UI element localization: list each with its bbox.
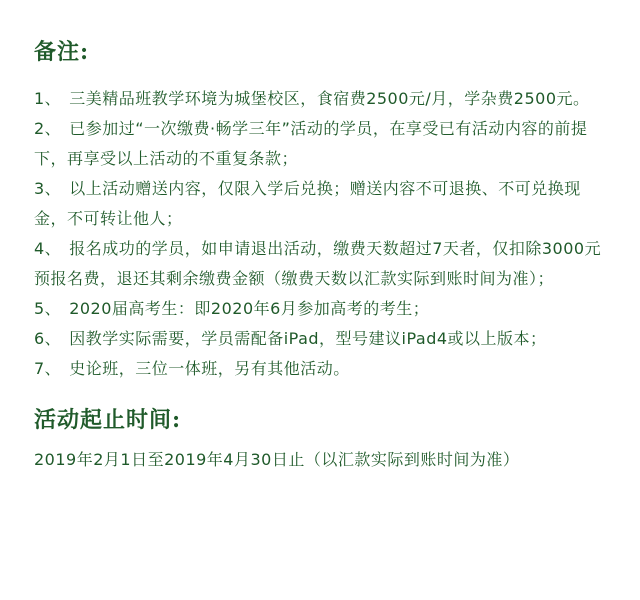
note-item-1 xyxy=(34,84,606,114)
note-number: 5、 xyxy=(34,299,62,318)
note-number: 2、 xyxy=(34,119,62,138)
note-text: 三美精品班教学环境为城堡校区，食宿费2500元/月，学杂费2500元。 xyxy=(69,89,590,108)
note-text: 报名成功的学员，如申请退出活动，缴费天数超过7天者，仅扣除3000元预报名费，退还其剩余缴费金额（缴费天数以汇款实际到账时间为准）； xyxy=(34,239,602,288)
note-text: 2020届高考生：即2020年6月参加高考的考生； xyxy=(69,299,430,318)
note-text: 以上活动赠送内容，仅限入学后兑换；赠送内容不可退换、不可兑换现金，不可转让他人； xyxy=(34,179,581,228)
note-item-7 xyxy=(34,354,606,384)
notes-title: 备注: xyxy=(34,39,90,65)
note-text: 因教学实际需要，学员需配备iPad，型号建议iPad4或以上版本； xyxy=(69,329,547,348)
note-item-2 xyxy=(34,114,606,174)
note-number: 7、 xyxy=(34,359,62,378)
note-number: 1、 xyxy=(34,89,62,108)
note-text: 史论班，三位一体班，另有其他活动。 xyxy=(69,359,350,378)
note-number: 6、 xyxy=(34,329,62,348)
activity-title: 活动起止时间: xyxy=(34,407,182,433)
note-number: 3、 xyxy=(34,179,62,198)
note-item-3 xyxy=(34,174,606,234)
note-item-4 xyxy=(34,234,606,294)
note-text: 已参加过“一次缴费·畅学三年”活动的学员，在享受已有活动内容的前提下，再享受以上活动的不重复条款； xyxy=(34,119,588,168)
notes-list xyxy=(34,84,606,384)
note-item-5 xyxy=(34,294,606,324)
activity-period: 2019年2月1日至2019年4月30日止（以汇款实际到账时间为准） xyxy=(34,450,520,469)
note-item-6 xyxy=(34,324,606,354)
note-number: 4、 xyxy=(34,239,62,258)
